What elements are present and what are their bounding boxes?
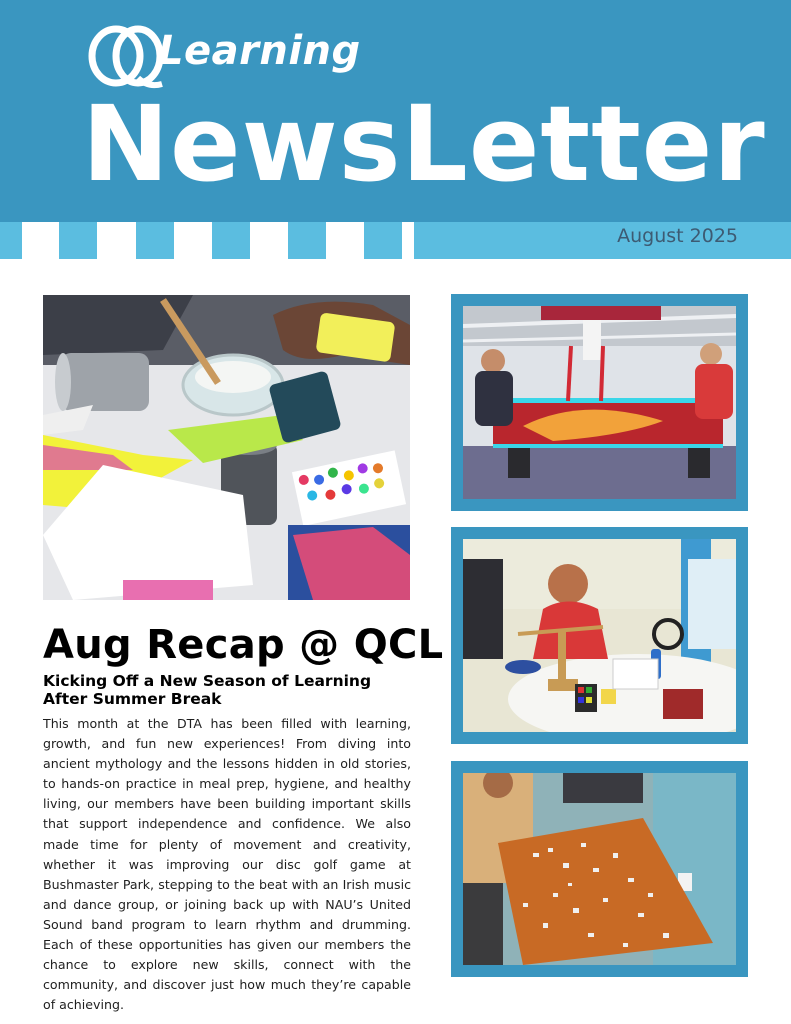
balance-scale-photo bbox=[463, 539, 736, 732]
newsletter-header bbox=[0, 0, 791, 222]
qcl-logo-icon bbox=[86, 20, 166, 90]
brand-name: Learning bbox=[158, 28, 361, 74]
newsletter-title: NewsLetter bbox=[82, 83, 766, 205]
puzzle-photo-frame bbox=[451, 761, 748, 977]
article-subheadline: Kicking Off a New Season of Learning After Summer Break bbox=[43, 672, 372, 708]
issue-date: August 2025 bbox=[617, 225, 738, 247]
air-hockey-photo-frame bbox=[451, 294, 748, 511]
puzzle-photo bbox=[463, 773, 736, 965]
article-body: This month at the DTA has been filled with learning, growth, and fun new experiences! From diving into ancient mythology and the lessons hidden in old stories, to hands-on practice in meal prep, hygiene, and healthy living, our members have been building important skills that support independence and confidence. We also made time for plenty of movement and creativity, whether it was improving our disc golf game at Bushmaster Park, stepping to the beat with an Irish music and dance group, or joining back up with NAU’s United Sound band program to learn rhythm and drumming. Each of these opportunities has given our members the chance to explore new skills, connect with the community, and discover just how much they’re capable of achieving. bbox=[43, 716, 411, 1013]
craft-activity-photo bbox=[43, 295, 410, 600]
balance-scale-photo-frame bbox=[451, 527, 748, 744]
air-hockey-photo bbox=[463, 306, 736, 499]
article-headline: Aug Recap @ QCL bbox=[43, 622, 444, 668]
